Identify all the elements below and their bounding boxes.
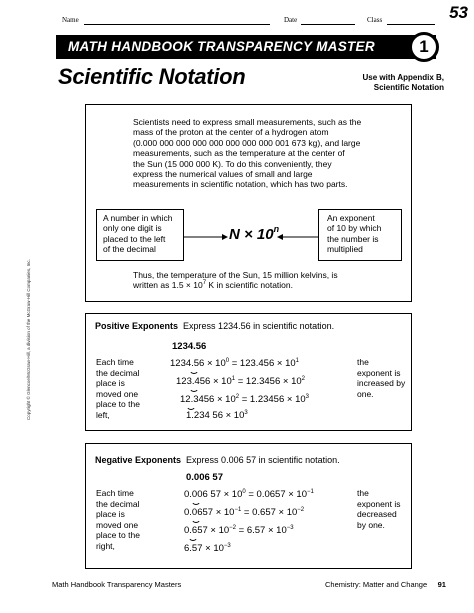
left-text-line: place to the xyxy=(96,399,140,409)
step-lhs: 6.57 × 10 xyxy=(184,543,224,554)
negative-heading: Negative Exponents xyxy=(95,455,182,465)
footer-left: Math Handbook Transparency Masters xyxy=(52,580,182,589)
right-text-line: by one. xyxy=(357,519,385,530)
positive-heading-row xyxy=(95,321,334,331)
left-box-line: of the decimal xyxy=(103,244,156,255)
decimal-shift-arc xyxy=(188,536,198,541)
formula-base: N × 10 xyxy=(229,226,274,243)
intro-line: measurements, such as the temperature at the center of xyxy=(133,148,345,159)
right-box-line: multiplied xyxy=(327,244,363,255)
step-rhs-exp: 3 xyxy=(305,394,309,400)
intro-line: Scientists need to express small measurements, such as the xyxy=(133,117,362,127)
left-text-line: moved one xyxy=(96,519,139,530)
left-text-line: the decimal xyxy=(96,498,140,509)
name-line xyxy=(84,24,270,25)
left-text-line: the decimal xyxy=(96,367,140,378)
footer-book-title: Chemistry: Matter and Change xyxy=(325,580,428,589)
negative-step-2 xyxy=(184,507,304,518)
step-lhs-exp: −1 xyxy=(234,507,242,513)
left-text-line: right, xyxy=(96,540,115,551)
intro-line: the Sun (15 000 000 K). To do this conveniently, they xyxy=(133,158,332,169)
decimal-shift-arc xyxy=(191,500,201,505)
right-arrow-head xyxy=(222,234,228,240)
intro-line: mass of the proton at the center of a hydrogen atom xyxy=(133,127,329,138)
right-box-line: An exponent xyxy=(327,213,375,223)
thus-line1: Thus, the temperature of the Sun, 15 million kelvins, is xyxy=(133,270,338,280)
banner-title: MATH HANDBOOK TRANSPARENCY MASTER xyxy=(68,39,375,54)
intro-line: express the numerical values of small and large xyxy=(133,169,313,180)
positive-start-value: 1234.56 xyxy=(172,341,207,352)
step-rhs: = 6.57 × 10 xyxy=(236,525,287,536)
step-lhs-exp: −3 xyxy=(223,543,231,549)
left-text-line: left, xyxy=(96,409,110,420)
left-text-line: place to the xyxy=(96,530,140,540)
side-note xyxy=(363,73,445,93)
step-lhs-exp: 2 xyxy=(235,394,240,400)
right-text-line: the xyxy=(357,488,369,498)
page-title: Scientific Notation xyxy=(58,64,246,89)
step-rhs: = 0.657 × 10 xyxy=(241,507,298,518)
banner xyxy=(56,35,436,59)
definition-box-left xyxy=(96,209,184,261)
left-text-line: place is xyxy=(96,509,125,519)
step-lhs: 12.3456 × 10 xyxy=(180,394,236,405)
step-lhs-exp: 0 xyxy=(225,358,230,364)
decimal-shift-arc xyxy=(191,518,201,523)
side-note-line1: Use with Appendix B, xyxy=(362,73,444,82)
left-box-line: placed to the left xyxy=(103,233,166,244)
positive-right-text xyxy=(357,357,405,399)
decimal-shift-arc xyxy=(189,369,199,374)
class-line xyxy=(387,24,435,25)
positive-exponents-box xyxy=(85,313,412,431)
step-lhs: 0.006 57 × 10 xyxy=(184,489,243,500)
positive-step-1 xyxy=(170,358,299,369)
thus-line2-pre: written as 1.5 × 10 xyxy=(133,280,203,291)
formula xyxy=(229,226,279,243)
step-rhs: = 0.0657 × 10 xyxy=(245,489,307,500)
negative-start-value: 0.006 57 xyxy=(186,472,223,483)
right-text-line: decreased xyxy=(357,509,397,519)
decimal-shift-arc xyxy=(189,387,199,392)
intro-line: measurements in scientific notation, which has two parts. xyxy=(133,179,348,190)
definition-box-right xyxy=(318,209,402,261)
negative-prompt: Express 0.006 57 in scientific notation. xyxy=(186,455,340,465)
step-rhs-exp: −2 xyxy=(297,507,305,513)
thus-line2-post: K in scientific notation. xyxy=(206,280,293,291)
step-lhs: 0.0657 × 10 xyxy=(184,507,235,518)
positive-step-2 xyxy=(176,376,305,387)
step-rhs-exp: −1 xyxy=(307,489,314,495)
right-text-line: one. xyxy=(357,388,374,399)
left-text-line: place is xyxy=(96,378,125,388)
footer-right xyxy=(325,580,446,589)
left-box-line: only one digit is xyxy=(103,223,162,234)
step-lhs: 123.456 × 10 xyxy=(176,376,232,387)
step-rhs-exp: −3 xyxy=(286,525,294,531)
chapter-number: 1 xyxy=(419,37,429,56)
step-rhs-exp: 1 xyxy=(295,358,299,364)
right-box-line: of 10 by which xyxy=(327,223,382,234)
left-box-line: A number in which xyxy=(103,213,173,223)
right-text-line: the xyxy=(357,357,369,367)
page-number: 53 xyxy=(449,3,468,22)
positive-step-4 xyxy=(186,410,248,421)
negative-exponents-box xyxy=(85,443,412,569)
step-lhs: 1234.56 × 10 xyxy=(170,358,226,369)
negative-step-4 xyxy=(184,543,231,554)
left-text-line: Each time xyxy=(96,488,134,498)
step-lhs-exp: 3 xyxy=(244,410,248,416)
positive-heading: Positive Exponents xyxy=(95,321,179,331)
thus-paragraph xyxy=(133,270,338,291)
thus-line2 xyxy=(133,280,338,290)
date-label: Date xyxy=(284,16,298,24)
right-text-line: exponent is xyxy=(357,498,401,509)
step-rhs: = 12.3456 × 10 xyxy=(235,376,302,387)
left-text-line: Each time xyxy=(96,357,134,367)
step-lhs: 0.657 × 10 xyxy=(184,525,230,536)
positive-step-3 xyxy=(180,394,309,405)
right-text-line: exponent is xyxy=(357,367,401,378)
step-lhs: 1.234 56 × 10 xyxy=(186,410,245,421)
negative-heading-row xyxy=(95,455,340,465)
positive-prompt: Express 1234.56 in scientific notation. xyxy=(183,321,335,331)
side-note-line2: Scientific Notation xyxy=(373,83,444,92)
step-rhs-exp: 2 xyxy=(301,376,305,382)
negative-left-text xyxy=(96,488,140,551)
footer-page-number: 91 xyxy=(437,580,446,589)
date-line xyxy=(301,24,355,25)
class-label: Class xyxy=(367,16,383,24)
intro-box xyxy=(85,104,412,302)
negative-step-3 xyxy=(184,525,294,536)
negative-right-text xyxy=(357,488,400,530)
positive-left-text xyxy=(96,357,140,420)
step-lhs-exp: −2 xyxy=(229,525,237,531)
step-lhs-exp: 1 xyxy=(231,376,236,382)
step-lhs-exp: 0 xyxy=(242,489,246,495)
step-rhs: = 1.23456 × 10 xyxy=(239,394,306,405)
chapter-badge xyxy=(409,32,439,62)
step-rhs: = 123.456 × 10 xyxy=(229,358,296,369)
right-box-line: the number is xyxy=(327,233,379,244)
intro-paragraph xyxy=(133,117,361,190)
thus-exponent: 7 xyxy=(202,280,207,287)
negative-step-1 xyxy=(184,489,314,500)
right-text-line: increased by xyxy=(357,378,406,388)
formula-exponent: n xyxy=(273,224,280,234)
intro-line: (0.000 000 000 000 000 000 000 000 001 673 kg), and large xyxy=(133,137,361,148)
name-label: Name xyxy=(62,16,79,24)
copyright-notice: Copyright © Glencoe/McGraw-Hill, a division of the McGraw-Hill Companies, Inc. xyxy=(26,259,31,420)
left-text-line: moved one xyxy=(96,388,139,399)
